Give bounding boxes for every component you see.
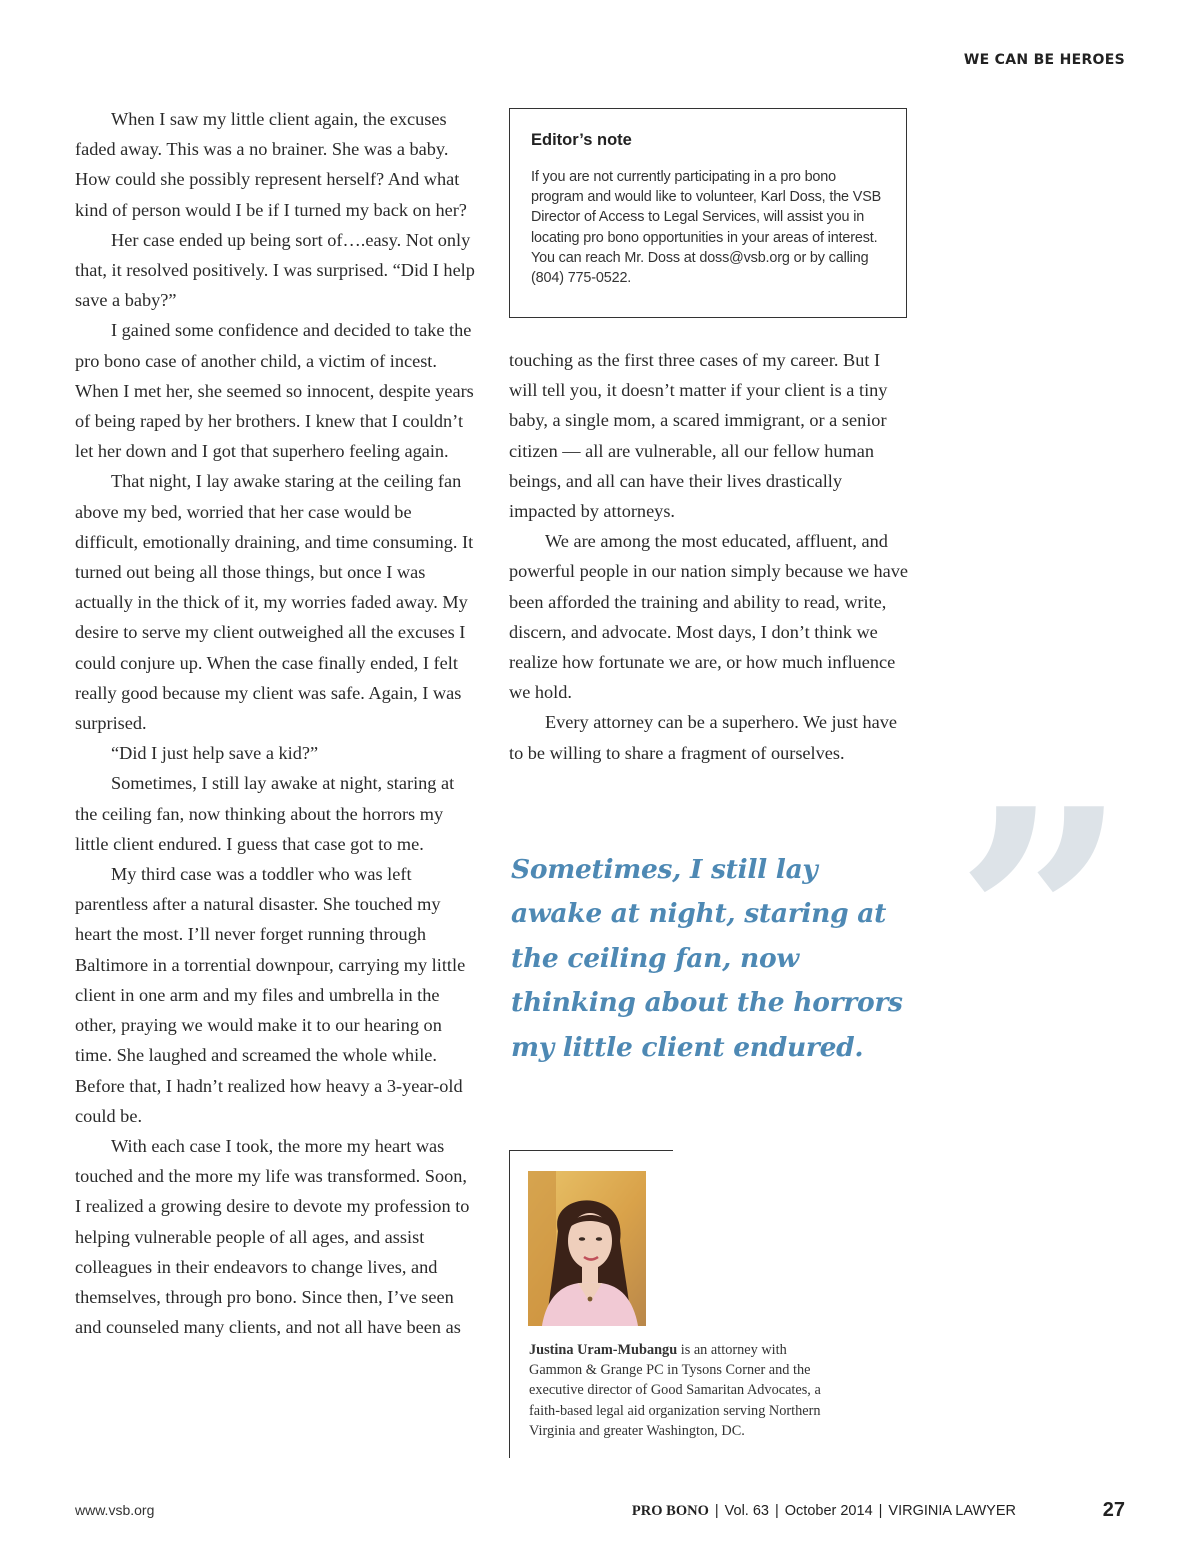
editor-note-body: If you are not currently participating in a pro bono program and would like to volunteer, Karl Doss, the VSB Director of Access to Legal Services, will assist you in locating pro bono opportunities in your areas of interest. You can reach Mr. Doss at doss@vsb.org or by calling (804) 775-0522.: [531, 169, 882, 287]
bio-divider: [509, 1150, 510, 1458]
footer-separator: |: [878, 1503, 883, 1519]
author-bio-text: is an attorney with Gammon & Grange PC in Tysons Corner and the executive director of Good Samaritan Advocates, a faith-based legal aid organization serving Northern Virginia and greater Washington, DC.: [529, 1342, 821, 1439]
middle-column: [509, 345, 909, 768]
bio-divider: [509, 1150, 673, 1151]
body-paragraph: I gained some confidence and decided to take the pro bono case of another child, a victim of incest. When I met her, she seemed so innocent, despite years of being raped by her brothers. I knew that I couldn’t let her down and I got that superhero feeling again.: [75, 320, 474, 462]
body-paragraph: My third case was a toddler who was left parentless after a natural disaster. She touched my heart the most. I’ll never forget running through Baltimore in a torrential downpour, carrying my little client in one arm and my files and umbrella in the other, praying we would make it to our hearing on time. She laughed and screamed the whole while. Before that, I hadn’t realized how heavy a 3-year-old could be.: [75, 864, 466, 1126]
footer-volume: Vol. 63: [724, 1503, 769, 1519]
author-photo: [528, 1171, 646, 1326]
body-paragraph: “Did I just help save a kid?”: [111, 743, 319, 764]
author-bio: [529, 1340, 829, 1441]
editor-note-box: [509, 108, 907, 318]
pull-quote: Sometimes, I still lay awake at night, staring at the ceiling fan, now thinking about the horrors my little client endured.: [511, 854, 903, 1063]
section-header: WE CAN BE HEROES: [963, 52, 1125, 68]
footer-separator: |: [714, 1503, 719, 1519]
footer-magazine: VIRGINIA LAWYER: [888, 1503, 1016, 1519]
footer-website: www.vsb.org: [75, 1502, 155, 1518]
body-paragraph: When I saw my little client again, the excuses faded away. This was a no brainer. She was a baby. How could she possibly represent herself? And what kind of person would I be if I turned my back on her?: [75, 109, 467, 220]
page-number: 27: [1102, 1499, 1125, 1521]
body-paragraph: Sometimes, I still lay awake at night, staring at the ceiling fan, now thinking about the horrors my little client endured. I guess that case got to me.: [75, 773, 455, 854]
body-paragraph: touching as the first three cases of my career. But I will tell you, it doesn’t matter if your client is a tiny baby, a single mom, a scared immigrant, or a senior citizen — all are vulnerable, all our fellow human beings, and all can have their lives drastically impacted by attorneys.: [509, 350, 888, 522]
footer-date: October 2014: [784, 1503, 873, 1519]
body-paragraph: We are among the most educated, affluent, and powerful people in our nation simply because we have been afforded the training and ability to read, write, discern, and advocate. Most days, I don’t think we realize how fortunate we are, or how much influence we hold.: [509, 531, 909, 703]
body-paragraph: Her case ended up being sort of….easy. Not only that, it resolved positively. I was surprised. “Did I help save a baby?”: [75, 229, 475, 311]
footer-section: PRO BONO: [631, 1503, 709, 1519]
body-paragraph: Every attorney can be a superhero. We just have to be willing to share a fragment of ourselves.: [509, 712, 897, 763]
left-column: [75, 104, 475, 1342]
footer-separator: |: [774, 1503, 779, 1519]
body-paragraph: With each case I took, the more my heart was touched and the more my life was transformed. Soon, I realized a growing desire to devote my profession to helping vulnerable people of all ages, and assist colleagues in their endeavors to change lives, and themselves, through pro bono. Since then, I’ve seen and counseled many clients, and not all have been as: [75, 1135, 470, 1338]
author-name: Justina Uram-Mubangu: [529, 1342, 678, 1358]
quote-mark-icon: ”: [955, 743, 1128, 1096]
editor-note-title: Editor’s note: [531, 131, 632, 149]
body-paragraph: That night, I lay awake staring at the ceiling fan above my bed, worried that her case would be difficult, emotionally draining, and time consuming. It turned out being all those things, but once I was actually in the thick of it, my worries faded away. My desire to serve my client outweighed all the excuses I could conjure up. When the case finally ended, I felt really good because my client was safe. Again, I was surprised.: [75, 471, 474, 734]
footer-publication-info: [632, 1503, 1016, 1520]
